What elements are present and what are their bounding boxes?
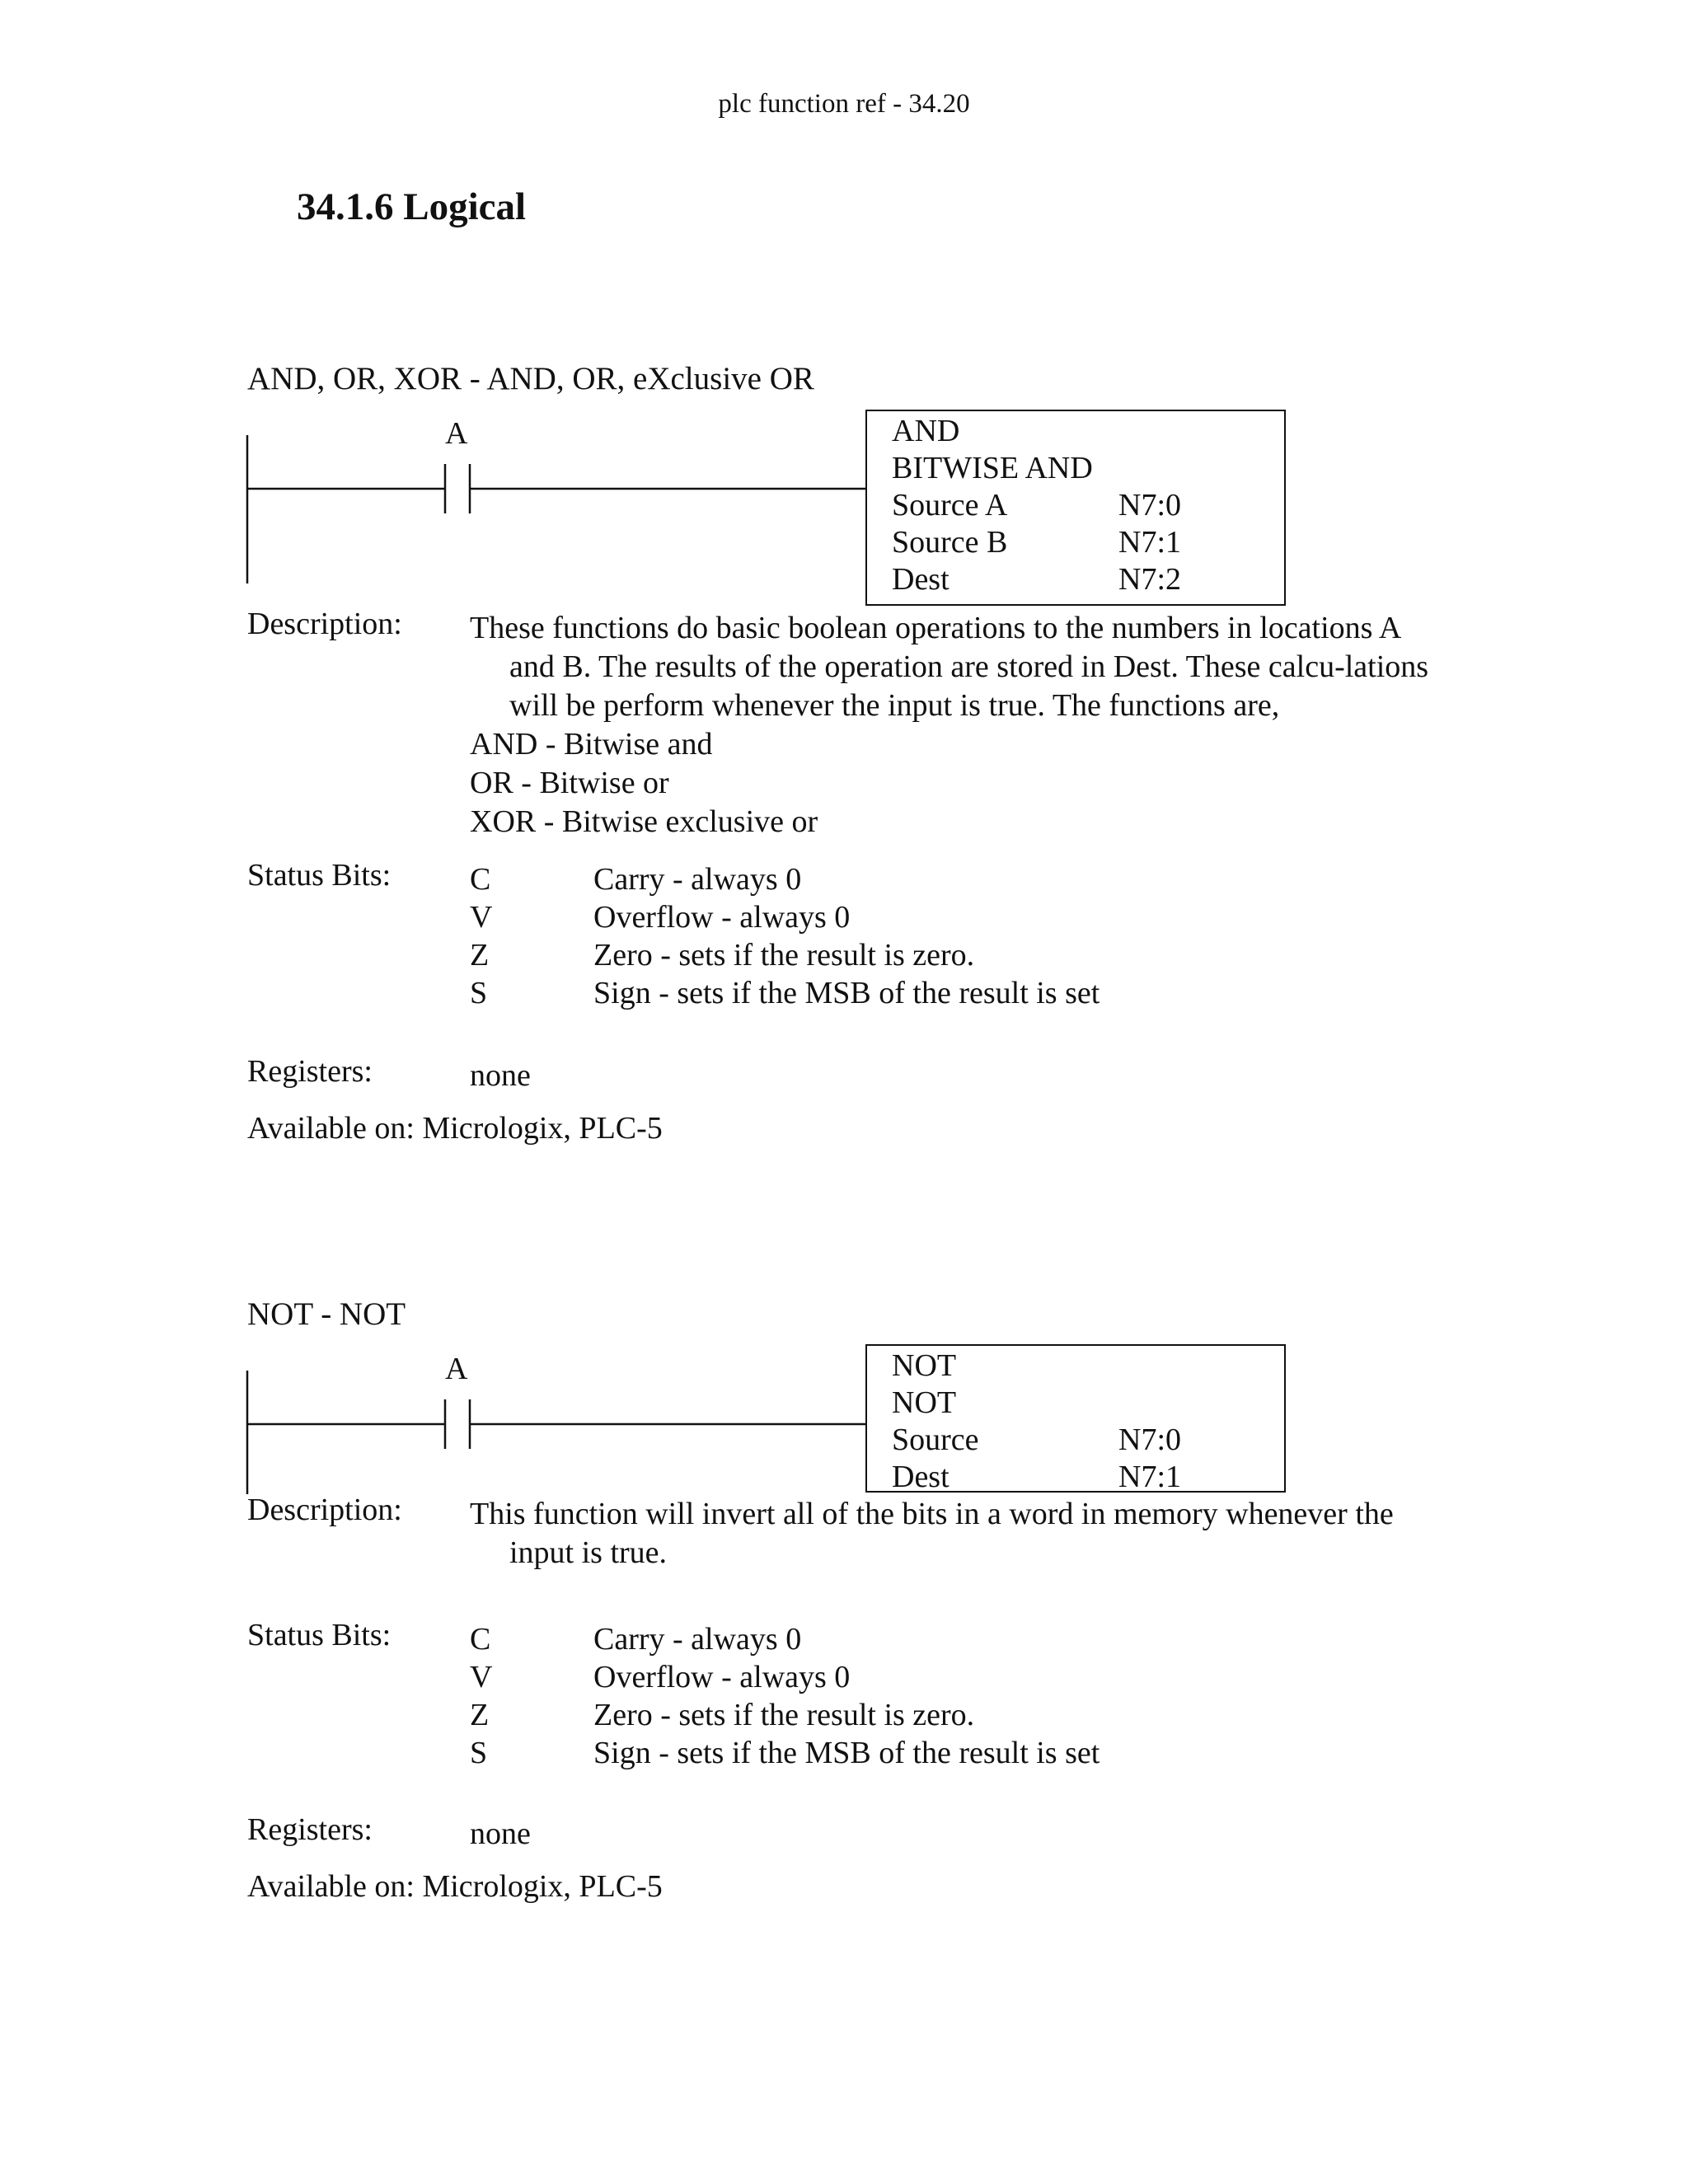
param-key: Dest xyxy=(892,1460,950,1494)
status-code: Z xyxy=(470,1698,490,1732)
not-function-box xyxy=(865,1344,1286,1493)
and-description-line-or: OR - Bitwise or xyxy=(470,766,669,800)
page-header: plc function ref - 34.20 xyxy=(718,89,970,119)
status-code: S xyxy=(470,976,488,1010)
param-value: N7:1 xyxy=(1118,525,1181,560)
and-param-dest xyxy=(892,561,1284,598)
and-param-source-b xyxy=(892,524,1284,561)
status-code: S xyxy=(470,1736,488,1770)
status-text: Carry - always 0 xyxy=(593,862,802,897)
status-text: Zero - sets if the result is zero. xyxy=(593,1698,975,1732)
and-box-line-1: AND xyxy=(892,414,960,448)
status-bit-v xyxy=(470,898,1100,936)
and-description-line-xor: XOR - Bitwise exclusive or xyxy=(470,804,818,839)
not-description-paragraph: This function will invert all of the bits in a word in memory whenever the input is true. xyxy=(470,1497,1394,1570)
status-bit-z xyxy=(470,1696,1100,1734)
status-code: C xyxy=(470,1622,491,1657)
status-bit-z xyxy=(470,936,1100,974)
not-rung xyxy=(247,1371,865,1494)
and-box-line-2: BITWISE AND xyxy=(892,451,1093,485)
status-text: Zero - sets if the result is zero. xyxy=(593,938,975,972)
param-value: N7:0 xyxy=(1118,1422,1181,1457)
param-key: Source xyxy=(892,1422,979,1457)
and-description xyxy=(470,609,1442,841)
and-function-title: AND, OR, XOR - AND, OR, eXclusive OR xyxy=(247,361,814,396)
param-value: N7:2 xyxy=(1118,562,1181,597)
not-description-label: Description: xyxy=(247,1493,402,1527)
status-bit-s xyxy=(470,1734,1100,1772)
not-param-source xyxy=(892,1422,1284,1459)
status-bit-v xyxy=(470,1658,1100,1696)
status-code: C xyxy=(470,862,491,897)
not-registers-label: Registers: xyxy=(247,1812,373,1847)
status-text: Sign - sets if the MSB of the result is set xyxy=(593,976,1100,1010)
param-value: N7:0 xyxy=(1118,488,1181,523)
status-text: Sign - sets if the MSB of the result is set xyxy=(593,1736,1100,1770)
and-rung xyxy=(247,435,865,583)
status-bit-c xyxy=(470,1620,1100,1658)
not-status-label: Status Bits: xyxy=(247,1618,392,1652)
status-text: Carry - always 0 xyxy=(593,1622,802,1657)
status-text: Overflow - always 0 xyxy=(593,1660,851,1694)
not-status-bits xyxy=(470,1620,1100,1772)
and-description-paragraph: These functions do basic boolean operations to the numbers in locations A and B. The results of the operation are stored in Dest. These calcu-lations will be perform whenever the input is true. The functions are, xyxy=(470,611,1429,723)
not-contact-label: A xyxy=(445,1352,468,1386)
and-function-box xyxy=(865,410,1286,606)
and-description-label: Description: xyxy=(247,607,402,641)
not-description xyxy=(470,1495,1442,1572)
and-available-on: Available on: Micrologix, PLC-5 xyxy=(247,1111,663,1146)
not-param-dest xyxy=(892,1459,1284,1496)
and-description-line-and: AND - Bitwise and xyxy=(470,727,713,762)
param-key: Source B xyxy=(892,525,1008,560)
and-registers-label: Registers: xyxy=(247,1054,373,1089)
param-key: Dest xyxy=(892,562,950,597)
not-box-line-2: NOT xyxy=(892,1385,957,1420)
and-registers-value: none xyxy=(470,1058,531,1093)
not-registers-value: none xyxy=(470,1816,531,1851)
not-function-title: NOT - NOT xyxy=(247,1296,406,1332)
section-title: 34.1.6 Logical xyxy=(297,185,527,228)
status-bit-c xyxy=(470,860,1100,898)
not-box-line-1: NOT xyxy=(892,1348,957,1383)
and-param-source-a xyxy=(892,487,1284,524)
not-available-on: Available on: Micrologix, PLC-5 xyxy=(247,1869,663,1904)
param-value: N7:1 xyxy=(1118,1460,1181,1494)
and-status-bits xyxy=(470,860,1100,1012)
and-status-label: Status Bits: xyxy=(247,858,392,893)
status-code: V xyxy=(470,1660,493,1694)
status-text: Overflow - always 0 xyxy=(593,900,851,935)
param-key: Source A xyxy=(892,488,1008,523)
and-contact-label: A xyxy=(445,416,468,451)
status-code: V xyxy=(470,900,493,935)
status-bit-s xyxy=(470,974,1100,1012)
status-code: Z xyxy=(470,938,490,972)
